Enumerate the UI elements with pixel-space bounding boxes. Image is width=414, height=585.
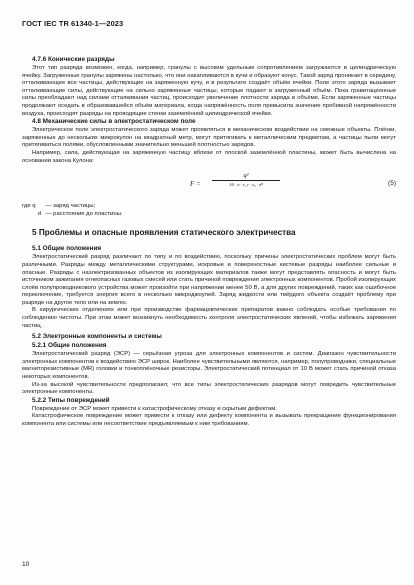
paragraph: Электростатический разряд (ЭСР) — серьёзная угроза для электронных компонентов и систем. Диапазон чувствительности электронных компонентов к воздействию ЭСР широк. Наиболее чувствительными являются, например, полупроводники, специальные магниторезистивные (MR) головки и тонкоплёночные резисторы. Электростатический потенциал от 10 В может стать причиной отказа некоторых компонентов. [22,351,396,381]
where-term: d [37,210,41,217]
paragraph: Катастрофическое повреждение может привести к отказу или дефекту компонента и вызывать прекращение функционирования компонента или системы или несоответствие предъявляемым к ним требованиям. [22,413,396,427]
paragraph: Например, сила, действующая на заряженную частицу вблизи от плоской заземлённой пластины, может быть вычислена на основании закона Кулона: [22,149,396,164]
page-content [22,56,396,429]
section-title-4-8: 4.8 Механические силы в электростатическом поле [32,118,196,126]
paragraph: Повреждение от ЭСР может привести к катастрофическому отказу и скрытым дефектам. [32,405,277,412]
section-title-5-2: 5.2 Электронные компоненты и системы [32,333,162,341]
paragraph: Из-за высокой чувствительности предполагают, что все типы электростатических разрядов могут повредить чувствительные электронные компоненты. [22,381,396,396]
paragraph: Этот тип разряда возможен, когда, например, гранулы с высоким удельным сопротивлением загружаются в цилиндрическую ячейку. Загруженные гранулы заряжены настолько, что они накапливаются в кучи и образуют конус. Такой заряд проникает в середину, отталкивающее все частицы, действующие на заряженную кучу, и в результате создаёт объём ячейки. Поле этого заряда вызывает отталкивающие силы, действующие на сильно заряженные частицы, которые падают в загруженный объём. Пока гравитационные силы преобладают над силами отталкивания частиц, происходит увеличение плотности заряда в объёме. Если заряженные частицы продолжают оседать в образовавшейся объём материала, когда напряжённость поля превысила значение пробивной напряжённости воздуха, происходят разряды на проводящие стенки заземлённой цилиндрической ячейки. [22,65,396,117]
formula-denominator: 16 · π · ε_r · ε₀ · d² [229,182,263,188]
document-header: ГОСТ IEC TR 61340-1—2023 [22,19,124,28]
formula-5 [22,169,396,199]
paragraph: Электрическое поле электростатического заряда может проявляться в механическом воздействии на смежные объекты. Плёнки, заряженные до нескольких микрокулон на квадратный метр, могут притягивать к металлическим предметам, а частицы пыли могут притягиваться полями, обусловленными значительно меньшей плотностью зарядов. [22,127,396,149]
where-desc: — заряд частицы; [45,203,96,210]
formula-lhs: F = [190,180,201,189]
equation-number: (5) [388,180,396,188]
formula-numerator: q² [243,172,249,180]
paragraph: В хирургических отделениях или при производстве фармацевтических препаратов важно соблюдать особые требования по соблюдению чистоты. При этом может возникнуть необходимость контроля электростатических явлений, чтобы избежать заряжения частиц. [22,307,396,329]
page-number: 10 [22,561,30,568]
section-title-4-7-6: 4.7.6 Конические разряды [32,56,115,63]
section-title-5-1: 5.1 Общие положения [32,245,102,253]
where-line [22,211,396,219]
formula-fraction [206,171,286,189]
section-title-5-2-2: 5.2.2 Типы повреждений [32,396,110,404]
where-term: где q [22,203,36,210]
where-line [22,203,396,211]
chapter-title-5: 5 Проблемы и опасные проявления статического электричества [32,228,296,238]
paragraph: Электростатический разряд различают по типу и по воздействию, поскольку причины электростатических проблем могут быть различными. Разряды между металлическими структурами, искровые и поверхностные кистевые разряды наиболее сильные и опасные. Разряды с наэлектризованных объектов из изолирующих материалов также могут представлять опасность и могут быть источником зажигания огнеопасных газовых смесей или стать причиной повреждения электронных компонентов. Пробой изолирующих слоёв полупроводникового устройства может произойти при напряжении менее 50 В, а для других повреждений, таких как ошибочное переключение, требуется энергия всего в несколько микроджоулей. Заряд жидкости или твёрдого объекта создаёт проблему при разряде на другое тело или на землю. [22,254,396,306]
section-title-5-2-1: 5.2.1 Общие положения [32,342,107,350]
where-desc: — расстояние до пластины. [45,210,123,217]
